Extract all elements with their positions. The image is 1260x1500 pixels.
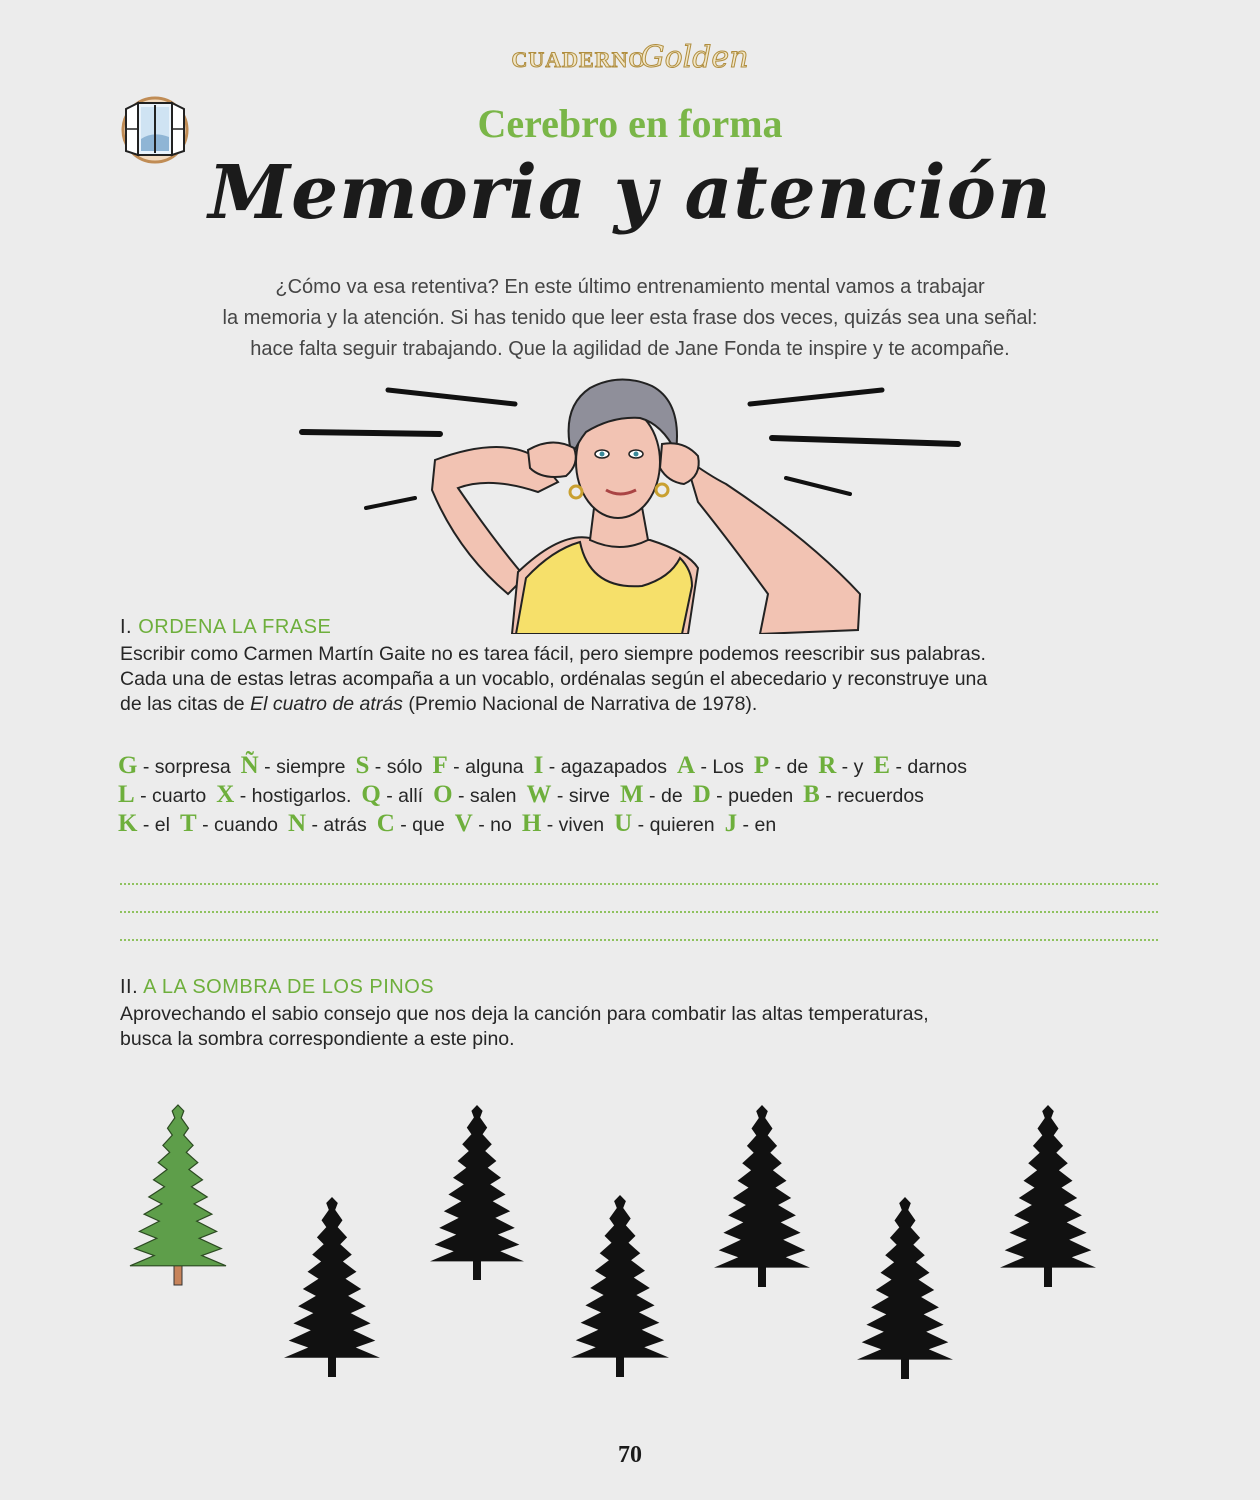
word-letter: S	[355, 752, 370, 779]
word-entry: W - sirve	[526, 781, 611, 808]
word-letter: U	[614, 810, 633, 837]
word-row	[118, 781, 1158, 810]
book-title: El cuatro de atrás	[250, 693, 403, 715]
word-entry: R - y	[818, 752, 864, 779]
word-letter: N	[288, 810, 307, 837]
word-letter: O	[433, 781, 453, 808]
brand-logo-part1: CUADERNO	[511, 47, 647, 72]
word-letter: V	[454, 810, 473, 837]
pine-shadow-icon[interactable]	[284, 1197, 380, 1377]
word-letter: I	[533, 752, 544, 779]
word-text: allí	[398, 785, 424, 807]
word-letter: E	[873, 752, 891, 779]
word-entry: L - cuarto	[118, 781, 207, 808]
word-entry: Ñ - siempre	[240, 752, 346, 779]
woman-illustration	[290, 372, 970, 634]
answer-line[interactable]	[120, 939, 1158, 941]
trees-puzzle	[110, 1095, 1120, 1395]
section-1-number: I.	[120, 616, 133, 638]
word-entry: Q - allí	[361, 781, 424, 808]
word-entry: N - atrás	[288, 810, 367, 837]
section-2-number: II.	[120, 976, 139, 998]
brand-logo-part2: Golden	[640, 40, 749, 75]
word-entry: A - Los	[677, 752, 744, 779]
section-1-body-line: Escribir como Carmen Martín Gaite no es tarea fácil, pero siempre podemos reescribir sus palabras.	[120, 643, 986, 665]
section-2-body-line: busca la sombra correspondiente a este pino.	[120, 1028, 515, 1050]
word-text: darnos	[907, 756, 967, 778]
section-2-name: A LA SOMBRA DE LOS PINOS	[143, 976, 435, 998]
word-letter: Ñ	[240, 752, 259, 779]
word-text: salen	[469, 785, 517, 807]
word-entry: O - salen	[433, 781, 517, 808]
intro-line: hace falta seguir trabajando. Que la agilidad de Jane Fonda te inspire y te acompañe.	[250, 338, 1010, 360]
word-letter: M	[620, 781, 644, 808]
word-entry: G - sorpresa	[118, 752, 231, 779]
word-entry: E - darnos	[873, 752, 967, 779]
pine-shadow-icon[interactable]	[430, 1105, 524, 1280]
answer-line[interactable]	[120, 883, 1158, 885]
word-entry: F - alguna	[432, 752, 524, 779]
word-letter: A	[677, 752, 696, 779]
word-entry: H - viven	[521, 810, 605, 837]
word-letter: P	[753, 752, 770, 779]
word-letter: R	[818, 752, 837, 779]
word-text: que	[412, 814, 445, 836]
word-entry: K - el	[118, 810, 170, 837]
word-text: de	[786, 756, 809, 778]
word-text: pueden	[728, 785, 794, 807]
word-row	[118, 810, 1158, 839]
pine-shadow-icon[interactable]	[1000, 1105, 1096, 1287]
word-letter: T	[179, 810, 197, 837]
word-text: alguna	[465, 756, 524, 778]
section-1-body-line: Cada una de estas letras acompaña a un vocablo, ordénalas según el abecedario y reconstruye una	[120, 668, 988, 690]
intro-line: la memoria y la atención. Si has tenido que leer esta frase dos veces, quizás sea una señal:	[222, 307, 1038, 329]
section-2-heading	[120, 976, 434, 999]
word-text: cuando	[214, 814, 278, 836]
word-entry: I - agazapados	[533, 752, 667, 779]
word-text: viven	[558, 814, 605, 836]
word-letter: Q	[361, 781, 381, 808]
word-entry: J - en	[724, 810, 777, 837]
section-1-body-line	[120, 692, 1150, 717]
word-letter: G	[118, 752, 138, 779]
word-letter: F	[432, 752, 448, 779]
page-title: Memoria y atención	[208, 150, 1052, 236]
word-entry: V - no	[454, 810, 512, 837]
word-entry: C - que	[376, 810, 445, 837]
word-letter: J	[724, 810, 738, 837]
word-entry: U - quieren	[614, 810, 715, 837]
brand-logo	[0, 40, 1260, 90]
word-text: cuarto	[152, 785, 207, 807]
answer-line[interactable]	[120, 911, 1158, 913]
word-text: atrás	[323, 814, 367, 836]
section-kicker: Cerebro en forma	[477, 101, 783, 146]
section-2-body-line: Aprovechando el sabio consejo que nos deja la canción para combatir las altas temperaturas,	[120, 1003, 929, 1025]
word-letter: X	[216, 781, 235, 808]
word-letter: B	[803, 781, 820, 808]
body-text: (Premio Nacional de Narrativa de 1978).	[402, 693, 758, 715]
word-entry: M - de	[620, 781, 683, 808]
word-entry: B - recuerdos	[803, 781, 924, 808]
word-entry: X - hostigarlos.	[216, 781, 352, 808]
word-entry: S - sólo	[355, 752, 423, 779]
word-text: Los	[712, 756, 744, 778]
word-text: hostigarlos.	[251, 785, 352, 807]
word-row	[118, 752, 1158, 781]
pine-shadow-icon[interactable]	[571, 1195, 669, 1377]
word-text: sirve	[568, 785, 611, 807]
section-1-body	[120, 642, 1150, 717]
word-entry: T - cuando	[179, 810, 278, 837]
word-text: siempre	[276, 756, 346, 778]
word-letter: K	[118, 810, 138, 837]
section-1-name: ORDENA LA FRASE	[138, 616, 332, 638]
word-letter: D	[692, 781, 711, 808]
word-text: quieren	[649, 814, 715, 836]
pine-shadow-icon[interactable]	[857, 1197, 953, 1379]
word-text: agazapados	[560, 756, 667, 778]
word-letter: W	[526, 781, 552, 808]
word-text: en	[754, 814, 777, 836]
word-letter: C	[376, 810, 395, 837]
word-text: recuerdos	[837, 785, 924, 807]
intro-line: ¿Cómo va esa retentiva? En este último entrenamiento mental vamos a trabajar	[275, 276, 985, 298]
intro-paragraph	[120, 272, 1140, 365]
word-text: de	[660, 785, 683, 807]
word-text: sorpresa	[154, 756, 231, 778]
word-text: y	[853, 756, 864, 778]
pine-tree-icon	[130, 1105, 226, 1285]
word-entry: D - pueden	[692, 781, 794, 808]
body-text: de las citas de	[120, 693, 251, 715]
page-number: 70	[618, 1442, 642, 1468]
word-text: no	[490, 814, 512, 836]
pine-shadow-icon[interactable]	[714, 1105, 810, 1287]
word-text: el	[154, 814, 170, 836]
section-2-body	[120, 1002, 1150, 1052]
word-letter: L	[118, 781, 135, 808]
scrambled-words	[118, 752, 1158, 839]
section-1-heading	[120, 616, 331, 639]
word-text: sólo	[386, 756, 423, 778]
word-entry: P - de	[753, 752, 809, 779]
word-letter: H	[521, 810, 542, 837]
